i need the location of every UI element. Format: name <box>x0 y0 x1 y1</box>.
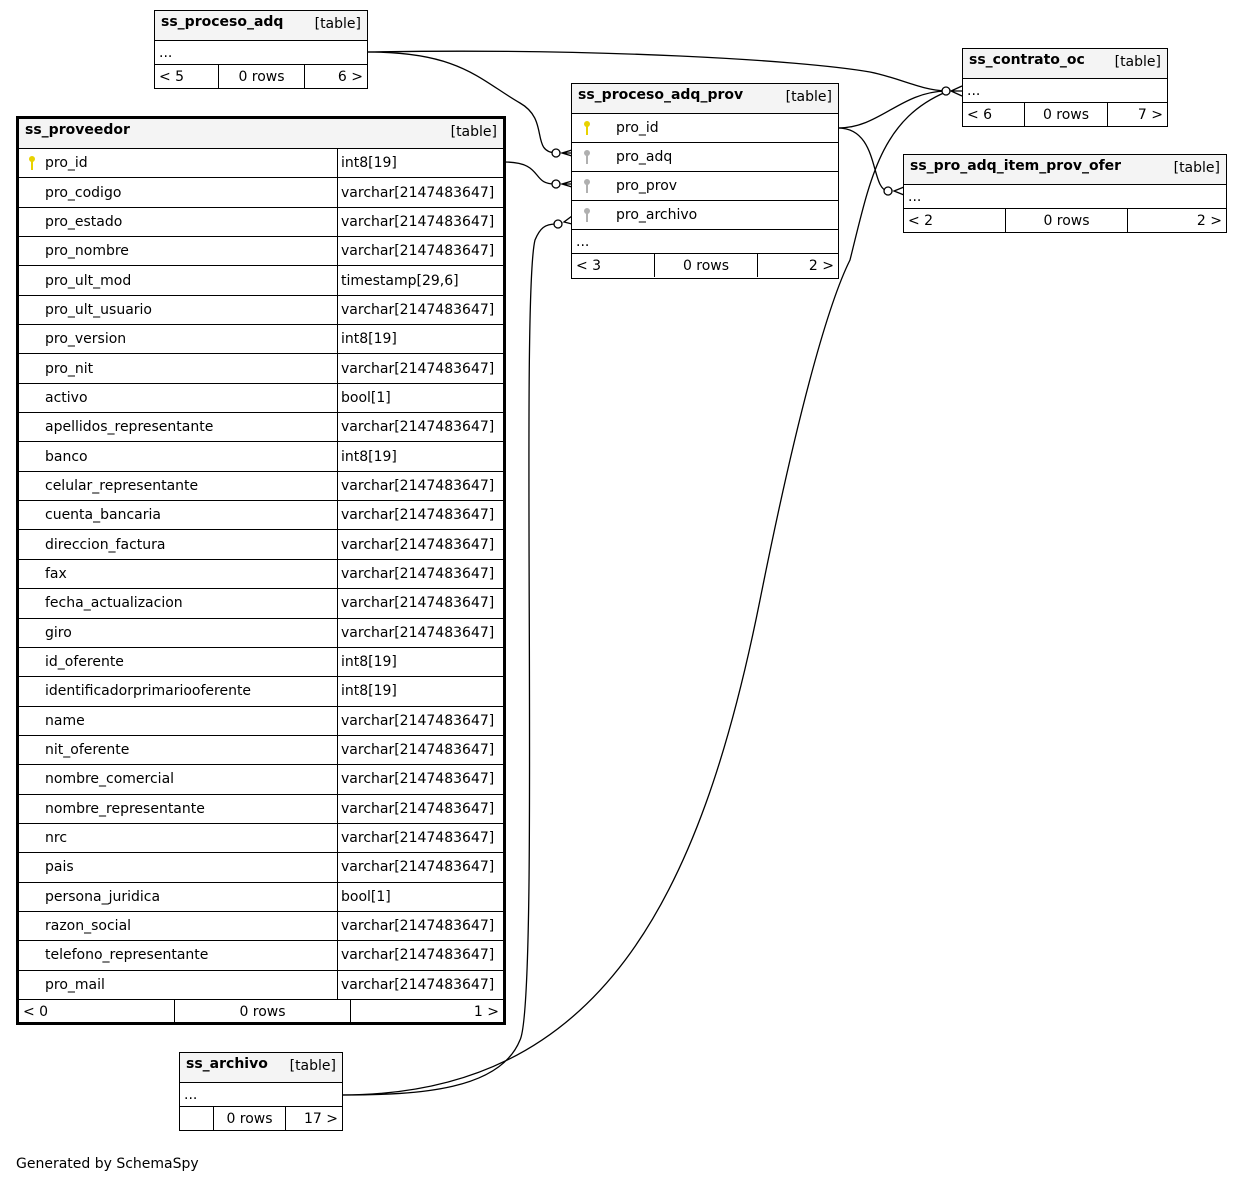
table-name: ss_archivo <box>186 1056 268 1072</box>
column-name: pro_prov <box>616 178 678 194</box>
table-ss-proceso-adq-prov[interactable] <box>571 83 839 279</box>
column-row[interactable] <box>572 201 838 230</box>
column-name: pro_id <box>616 120 659 136</box>
parents-count[interactable]: < 2 <box>908 212 934 229</box>
column-type: varchar[2147483647] <box>337 501 503 529</box>
row-count: 0 rows <box>1005 209 1127 232</box>
column-type: varchar[2147483647] <box>337 853 503 881</box>
column-type: varchar[2147483647] <box>337 971 503 999</box>
column-name: nit_oferente <box>45 742 130 759</box>
column-row[interactable] <box>19 941 503 970</box>
row-count: 0 rows <box>174 1000 350 1024</box>
column-type: bool[1] <box>337 384 503 412</box>
edge-end-circle <box>552 180 560 188</box>
column-row[interactable] <box>19 648 503 677</box>
column-name: id_oferente <box>45 654 124 671</box>
edge-proceso-adq-prov-to-item-prov-ofer <box>838 128 888 191</box>
column-row[interactable] <box>19 677 503 706</box>
column-name: fax <box>45 565 67 582</box>
collapsed-columns: ... <box>904 185 1226 209</box>
children-count[interactable]: 2 > <box>757 254 838 277</box>
column-name: pro_version <box>45 331 127 348</box>
table-header <box>572 84 838 114</box>
fk-key-icon <box>572 149 602 165</box>
column-row[interactable] <box>19 707 503 736</box>
column-name: pro_ult_usuario <box>45 301 152 318</box>
column-name: nombre_comercial <box>45 771 175 788</box>
column-name: pais <box>45 859 74 876</box>
parents-count[interactable]: < 3 <box>576 257 602 274</box>
column-type: varchar[2147483647] <box>337 237 503 265</box>
column-type: int8[19] <box>337 648 503 676</box>
column-type: bool[1] <box>337 883 503 911</box>
column-name: giro <box>45 624 72 641</box>
fk-key-icon <box>572 178 602 194</box>
column-row[interactable] <box>19 560 503 589</box>
collapsed-columns: ... <box>572 230 838 254</box>
collapsed-columns: ... <box>155 41 367 65</box>
edge-proveedor-to-proceso-adq-prov <box>504 162 556 184</box>
table-ss-proceso-adq[interactable] <box>154 10 368 89</box>
children-count[interactable]: 6 > <box>304 65 367 88</box>
column-name: telefono_representante <box>45 947 209 964</box>
table-footer <box>180 1107 342 1130</box>
column-type: varchar[2147483647] <box>337 472 503 500</box>
column-name: pro_nombre <box>45 243 129 260</box>
column-list <box>19 149 503 1000</box>
column-row[interactable] <box>19 824 503 853</box>
column-name: activo <box>45 389 88 406</box>
table-name: ss_contrato_oc <box>969 52 1085 68</box>
column-row[interactable] <box>572 172 838 201</box>
table-tag: [table] <box>450 124 497 140</box>
column-row[interactable] <box>19 296 503 325</box>
table-tag: [table] <box>1173 160 1220 176</box>
column-name: pro_adq <box>616 149 673 165</box>
column-type: varchar[2147483647] <box>337 619 503 647</box>
column-name: name <box>45 712 85 729</box>
column-type: varchar[2147483647] <box>337 560 503 588</box>
column-type: int8[19] <box>337 677 503 705</box>
row-count: 0 rows <box>218 65 304 88</box>
column-name: cuenta_bancaria <box>45 507 161 524</box>
collapsed-columns: ... <box>180 1083 342 1107</box>
fk-key-icon <box>572 207 602 223</box>
parents-count[interactable]: < 5 <box>159 68 185 85</box>
column-name: pro_estado <box>45 213 123 230</box>
column-type: varchar[2147483647] <box>337 296 503 324</box>
column-row[interactable] <box>19 325 503 354</box>
column-type: varchar[2147483647] <box>337 178 503 206</box>
column-type: varchar[2147483647] <box>337 765 503 793</box>
column-type: timestamp[29,6] <box>337 266 503 294</box>
column-row[interactable] <box>19 912 503 941</box>
collapsed-columns: ... <box>963 79 1167 103</box>
column-name: identificadorprimariooferente <box>45 683 252 700</box>
column-name: apellidos_representante <box>45 419 214 436</box>
column-row[interactable] <box>19 795 503 824</box>
column-name: razon_social <box>45 918 132 935</box>
edge-end-circle <box>552 149 560 157</box>
table-name: ss_proceso_adq_prov <box>578 87 744 103</box>
column-name: celular_representante <box>45 477 199 494</box>
children-count[interactable]: 17 > <box>285 1107 342 1130</box>
children-count[interactable]: 2 > <box>1127 209 1226 232</box>
column-row[interactable] <box>572 114 838 143</box>
column-type: varchar[2147483647] <box>337 530 503 558</box>
table-tag: [table] <box>289 1058 336 1074</box>
column-row[interactable] <box>19 736 503 765</box>
table-ss-archivo[interactable] <box>179 1052 343 1131</box>
column-type: varchar[2147483647] <box>337 736 503 764</box>
column-row[interactable] <box>19 413 503 442</box>
column-row[interactable] <box>19 149 503 178</box>
column-type: int8[19] <box>337 442 503 470</box>
table-name: ss_proceso_adq <box>161 14 284 30</box>
column-name: fecha_actualizacion <box>45 595 183 612</box>
table-ss-pro-adq-item-prov-ofer[interactable] <box>903 154 1227 233</box>
edge-end-circle <box>884 187 892 195</box>
row-count: 0 rows <box>1024 103 1107 126</box>
pk-key-icon <box>572 120 602 136</box>
table-footer <box>155 65 367 88</box>
column-row[interactable] <box>19 853 503 882</box>
edge-end-circle <box>942 87 950 95</box>
column-row[interactable] <box>19 589 503 618</box>
column-name: banco <box>45 448 88 465</box>
table-footer <box>963 103 1167 126</box>
column-name: direccion_factura <box>45 536 166 553</box>
column-type: int8[19] <box>337 149 503 177</box>
column-type: varchar[2147483647] <box>337 354 503 382</box>
table-ss-contrato-oc[interactable] <box>962 48 1168 127</box>
column-type: varchar[2147483647] <box>337 941 503 969</box>
children-count[interactable]: 1 > <box>350 1000 503 1024</box>
column-name: pro_archivo <box>616 207 698 223</box>
parents-count[interactable] <box>180 1107 213 1130</box>
column-row[interactable] <box>19 619 503 648</box>
column-type: int8[19] <box>337 325 503 353</box>
row-count: 0 rows <box>213 1107 285 1130</box>
column-name: pro_nit <box>45 360 94 377</box>
column-name: nrc <box>45 830 68 847</box>
table-header <box>180 1053 342 1083</box>
column-row[interactable] <box>19 442 503 471</box>
column-row[interactable] <box>19 765 503 794</box>
table-tag: [table] <box>314 16 361 32</box>
column-row[interactable] <box>19 266 503 295</box>
column-row[interactable] <box>19 971 503 1000</box>
column-type: varchar[2147483647] <box>337 707 503 735</box>
column-type: varchar[2147483647] <box>337 795 503 823</box>
edge-end-circle <box>554 220 562 228</box>
table-header <box>19 119 503 149</box>
column-row[interactable] <box>19 384 503 413</box>
column-row[interactable] <box>19 472 503 501</box>
column-row[interactable] <box>19 501 503 530</box>
column-row[interactable] <box>19 530 503 559</box>
column-row[interactable] <box>19 208 503 237</box>
column-name: nombre_representante <box>45 800 205 817</box>
table-tag: [table] <box>785 89 832 105</box>
table-header <box>155 11 367 41</box>
table-name: ss_proveedor <box>25 122 130 138</box>
table-footer <box>904 209 1226 232</box>
children-count[interactable]: 7 > <box>1107 103 1167 126</box>
column-type: varchar[2147483647] <box>337 208 503 236</box>
table-name: ss_pro_adq_item_prov_ofer <box>910 158 1122 174</box>
column-name: pro_mail <box>45 976 105 993</box>
table-header <box>904 155 1226 185</box>
column-row[interactable] <box>572 143 838 172</box>
pk-key-icon <box>19 155 45 171</box>
column-type: varchar[2147483647] <box>337 824 503 852</box>
table-ss-proveedor[interactable] <box>16 116 506 1025</box>
column-name: pro_id <box>45 155 88 172</box>
generated-by-credit: Generated by SchemaSpy <box>16 1156 199 1172</box>
column-name: persona_juridica <box>45 888 161 905</box>
column-type: varchar[2147483647] <box>337 413 503 441</box>
column-type: varchar[2147483647] <box>337 589 503 617</box>
table-tag: [table] <box>1114 54 1161 70</box>
column-row[interactable] <box>19 354 503 383</box>
column-type: varchar[2147483647] <box>337 912 503 940</box>
column-row[interactable] <box>19 237 503 266</box>
parents-count[interactable]: < 6 <box>967 106 993 123</box>
row-count: 0 rows <box>654 254 757 277</box>
edge-proceso-adq-prov-to-contrato-oc <box>838 91 946 128</box>
column-row[interactable] <box>19 883 503 912</box>
crow-foot-icon <box>951 86 962 96</box>
parents-count[interactable]: < 0 <box>23 1003 49 1020</box>
column-row[interactable] <box>19 178 503 207</box>
table-header <box>963 49 1167 79</box>
column-name: pro_ult_mod <box>45 272 132 289</box>
table-footer <box>572 254 838 277</box>
column-name: pro_codigo <box>45 184 122 201</box>
table-footer <box>19 1000 503 1024</box>
